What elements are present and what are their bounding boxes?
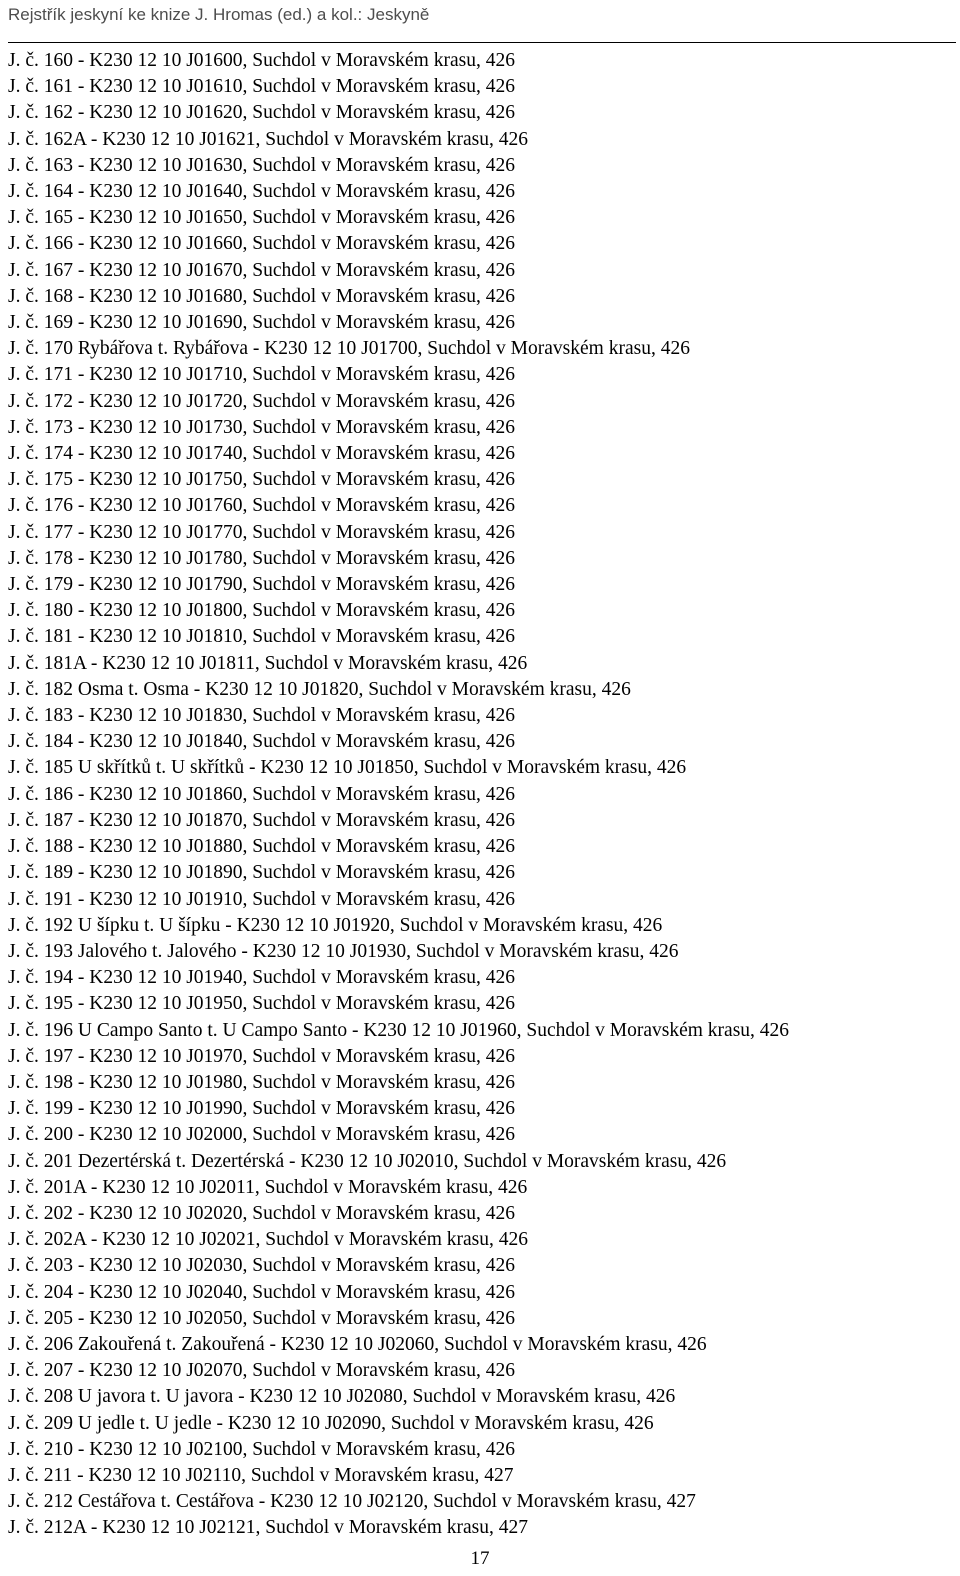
index-entry: J. č. 182 Osma t. Osma - K230 12 10 J01820, Suchdol v Moravském krasu, 426 [8,678,631,700]
index-entry: J. č. 201A - K230 12 10 J02011, Suchdol v Moravském krasu, 426 [8,1176,528,1198]
index-entry: J. č. 212A - K230 12 10 J02121, Suchdol v Moravském krasu, 427 [8,1517,528,1539]
index-entry: J. č. 162 - K230 12 10 J01620, Suchdol v Moravském krasu, 426 [8,102,515,124]
index-entry: J. č. 193 Jalového t. Jalového - K230 12 10 J01930, Suchdol v Moravském krasu, 426 [8,940,679,962]
index-entry: J. č. 196 U Campo Santo t. U Campo Santo - K230 12 10 J01960, Suchdol v Moravském krasu, 426 [8,1019,790,1041]
index-entry: J. č. 168 - K230 12 10 J01680, Suchdol v Moravském krasu, 426 [8,285,515,307]
index-entry: J. č. 208 U javora t. U javora - K230 12 10 J02080, Suchdol v Moravském krasu, 426 [8,1386,676,1408]
index-entry: J. č. 164 - K230 12 10 J01640, Suchdol v Moravském krasu, 426 [8,181,515,203]
index-entry: J. č. 198 - K230 12 10 J01980, Suchdol v Moravském krasu, 426 [8,1071,515,1093]
index-entry: J. č. 191 - K230 12 10 J01910, Suchdol v Moravském krasu, 426 [8,888,515,910]
index-entry: J. č. 174 - K230 12 10 J01740, Suchdol v Moravském krasu, 426 [8,443,515,465]
page-number: 17 [470,1548,490,1569]
index-entry: J. č. 167 - K230 12 10 J01670, Suchdol v Moravském krasu, 426 [8,259,515,281]
index-entry: J. č. 195 - K230 12 10 J01950, Suchdol v Moravském krasu, 426 [8,993,515,1015]
index-entry: J. č. 187 - K230 12 10 J01870, Suchdol v Moravském krasu, 426 [8,809,515,831]
index-entry: J. č. 201 Dezertérská t. Dezertérská - K230 12 10 J02010, Suchdol v Moravském krasu, 426 [8,1150,727,1172]
index-entry: J. č. 163 - K230 12 10 J01630, Suchdol v Moravském krasu, 426 [8,154,515,176]
index-entry: J. č. 205 - K230 12 10 J02050, Suchdol v Moravském krasu, 426 [8,1307,515,1329]
index-entry: J. č. 189 - K230 12 10 J01890, Suchdol v Moravském krasu, 426 [8,862,515,884]
index-entry: J. č. 177 - K230 12 10 J01770, Suchdol v Moravském krasu, 426 [8,521,515,543]
header-divider [8,42,956,43]
index-entry: J. č. 199 - K230 12 10 J01990, Suchdol v Moravském krasu, 426 [8,1098,515,1120]
index-entry: J. č. 172 - K230 12 10 J01720, Suchdol v Moravském krasu, 426 [8,390,515,412]
index-entry: J. č. 212 Cestářova t. Cestářova - K230 12 10 J02120, Suchdol v Moravském krasu, 427 [8,1491,696,1513]
index-entry: J. č. 211 - K230 12 10 J02110, Suchdol v Moravském krasu, 427 [8,1464,514,1486]
index-entry: J. č. 203 - K230 12 10 J02030, Suchdol v Moravském krasu, 426 [8,1255,515,1277]
index-entry: J. č. 202A - K230 12 10 J02021, Suchdol v Moravském krasu, 426 [8,1229,528,1251]
cave-index-list [8,48,789,1542]
index-entry: J. č. 173 - K230 12 10 J01730, Suchdol v Moravském krasu, 426 [8,416,515,438]
page-header: Rejstřík jeskyní ke knize J. Hromas (ed.) a kol.: Jeskyně [8,5,430,24]
index-entry: J. č. 183 - K230 12 10 J01830, Suchdol v Moravském krasu, 426 [8,705,515,727]
index-entry: J. č. 207 - K230 12 10 J02070, Suchdol v Moravském krasu, 426 [8,1360,515,1382]
index-entry: J. č. 175 - K230 12 10 J01750, Suchdol v Moravském krasu, 426 [8,469,515,491]
index-entry: J. č. 178 - K230 12 10 J01780, Suchdol v Moravském krasu, 426 [8,547,515,569]
index-entry: J. č. 209 U jedle t. U jedle - K230 12 10 J02090, Suchdol v Moravském krasu, 426 [8,1412,654,1434]
index-entry: J. č. 192 U šípku t. U šípku - K230 12 10 J01920, Suchdol v Moravském krasu, 426 [8,914,663,936]
index-entry: J. č. 171 - K230 12 10 J01710, Suchdol v Moravském krasu, 426 [8,364,515,386]
index-entry: J. č. 194 - K230 12 10 J01940, Suchdol v Moravském krasu, 426 [8,967,515,989]
index-entry: J. č. 165 - K230 12 10 J01650, Suchdol v Moravském krasu, 426 [8,207,515,229]
index-entry: J. č. 160 - K230 12 10 J01600, Suchdol v Moravském krasu, 426 [8,50,515,71]
index-entry: J. č. 176 - K230 12 10 J01760, Suchdol v Moravském krasu, 426 [8,495,515,517]
index-entry: J. č. 188 - K230 12 10 J01880, Suchdol v Moravském krasu, 426 [8,836,515,858]
index-entry: J. č. 181 - K230 12 10 J01810, Suchdol v Moravském krasu, 426 [8,626,515,648]
index-entry: J. č. 202 - K230 12 10 J02020, Suchdol v Moravském krasu, 426 [8,1202,515,1224]
index-entry: J. č. 184 - K230 12 10 J01840, Suchdol v Moravském krasu, 426 [8,731,515,753]
index-entry: J. č. 197 - K230 12 10 J01970, Suchdol v Moravském krasu, 426 [8,1045,515,1067]
index-entry: J. č. 170 Rybářova t. Rybářova - K230 12 10 J01700, Suchdol v Moravském krasu, 426 [8,338,690,360]
index-entry: J. č. 180 - K230 12 10 J01800, Suchdol v Moravském krasu, 426 [8,600,515,622]
index-entry: J. č. 200 - K230 12 10 J02000, Suchdol v Moravském krasu, 426 [8,1124,515,1146]
index-entry: J. č. 181A - K230 12 10 J01811, Suchdol v Moravském krasu, 426 [8,652,528,674]
index-entry: J. č. 162A - K230 12 10 J01621, Suchdol v Moravském krasu, 426 [8,128,528,150]
index-entry: J. č. 185 U skřítků t. U skřítků - K230 12 10 J01850, Suchdol v Moravském krasu, 426 [8,757,687,779]
index-entry: J. č. 206 Zakouřená t. Zakouřená - K230 12 10 J02060, Suchdol v Moravském krasu, 426 [8,1333,707,1355]
index-entry: J. č. 204 - K230 12 10 J02040, Suchdol v Moravském krasu, 426 [8,1281,515,1303]
index-entry: J. č. 166 - K230 12 10 J01660, Suchdol v Moravském krasu, 426 [8,233,515,255]
index-entry: J. č. 161 - K230 12 10 J01610, Suchdol v Moravském krasu, 426 [8,76,515,98]
index-entry: J. č. 169 - K230 12 10 J01690, Suchdol v Moravském krasu, 426 [8,312,515,334]
index-entry: J. č. 179 - K230 12 10 J01790, Suchdol v Moravském krasu, 426 [8,574,515,596]
index-entry: J. č. 210 - K230 12 10 J02100, Suchdol v Moravském krasu, 426 [8,1438,515,1460]
index-entry: J. č. 186 - K230 12 10 J01860, Suchdol v Moravském krasu, 426 [8,783,515,805]
